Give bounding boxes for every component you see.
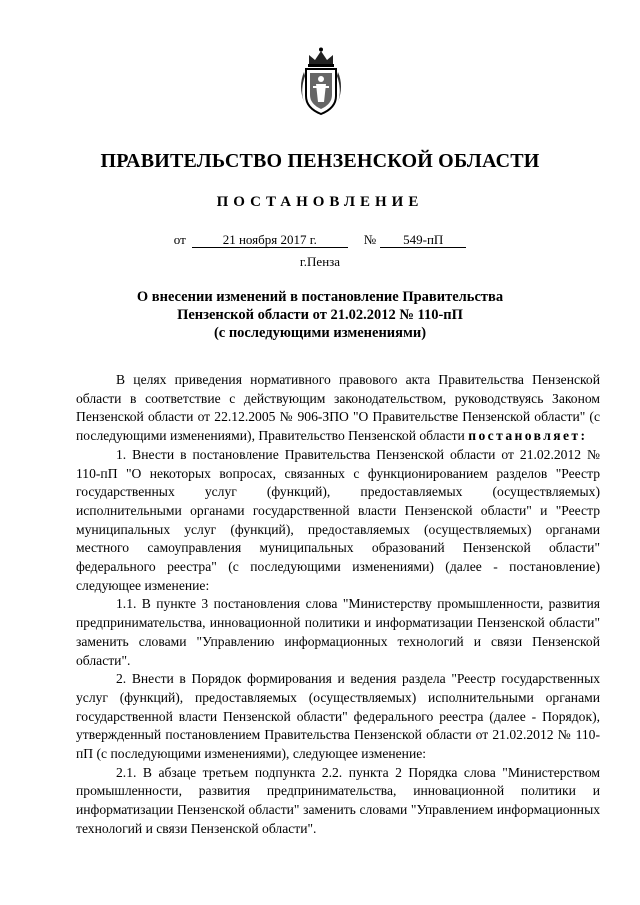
coat-of-arms-icon xyxy=(296,46,346,118)
paragraph-preamble xyxy=(76,371,600,446)
government-name: ПРАВИТЕЛЬСТВО ПЕНЗЕНСКОЙ ОБЛАСТИ xyxy=(100,150,540,172)
preamble-text: В целях приведения нормативного правового акта Правительства Пензенской области в соответствие с действующим законодательством, руководствуясь Законом Пензенской области от 22.12.2005 № 906-ЗПО "О Правительстве Пензенской области" (с последующими изменениями), Правительство Пензенской области xyxy=(76,372,600,444)
paragraph-2-1: 2.1. В абзаце третьем подпункта 2.2. пункта 2 Порядка слова "Министерством промышленности, развития предпринимательства, инновационной политики и информатизации Пензенской области" заменить словами "Управлением информационных технологий и связи Пензенской области". xyxy=(76,764,600,836)
resolves-word: постановляет: xyxy=(468,428,588,444)
title-line-3: (с последующими изменениями) xyxy=(213,325,427,341)
document-number: 549-пП xyxy=(380,233,466,248)
document-type: ПОСТАНОВЛЕНИЕ xyxy=(216,194,424,210)
number-prefix: № xyxy=(363,232,377,247)
title-line-1: О внесении изменений в постановление Правительства xyxy=(136,289,504,305)
title-line-2: Пензенской области от 21.02.2012 № 110-пП xyxy=(177,307,463,323)
paragraph-1: 1. Внести в постановление Правительства Пензенской области от 21.02.2012 № 110-пП "О некоторых вопросах, связанных с функционированием разделов "Реестр государственных услуг (функций), предоставляемых (осуществляемых) исполнительными органами государственной власти Пензенской области" и "Реестр муниципальных услуг (функций), предоставляемых (осуществляемых) органами местного самоуправления муниципальных образований Пензенской области" федерального реестра" (с последующими изменениями) (далее - постановление) следующее изменение: xyxy=(76,446,600,593)
document-date: 21 ноября 2017 г. xyxy=(192,233,348,248)
paragraph-1-1: 1.1. В пункте 3 постановления слова "Министерству промышленности, развития предпринимательства, инновационной политики и информатизации Пензенской области" заменить словами "Управлению информационных технологий и связи Пензенской области". xyxy=(76,596,600,668)
paragraph-2: 2. Внести в Порядок формирования и ведения раздела "Реестр государственных услуг (функций), предоставляемых (осуществляемых) исполнительными органами государственной власти Пензенской области" федерального реестра (далее - Порядок), утвержденный постановлением Правительства Пензенской области от 21.02.2012 № 110-пП (с последующими изменениями), следующее изменение: xyxy=(76,671,600,762)
document-title xyxy=(0,288,640,342)
city: г.Пенза xyxy=(299,254,341,269)
date-prefix: от xyxy=(173,232,186,247)
date-number-line xyxy=(0,232,640,248)
document-body xyxy=(76,371,600,839)
